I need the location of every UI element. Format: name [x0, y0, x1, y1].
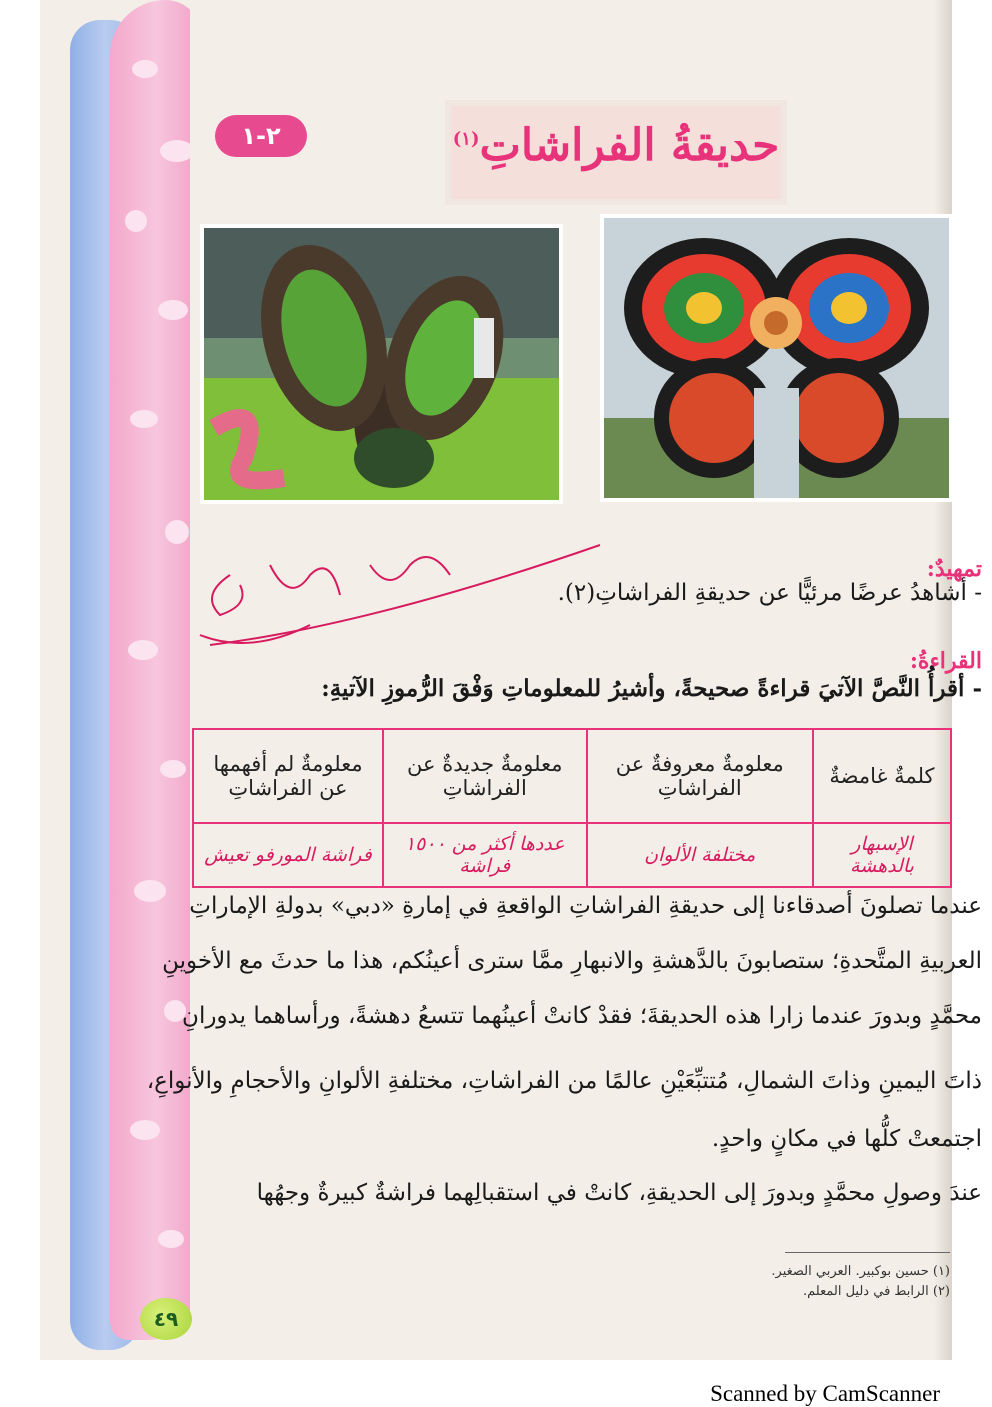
paragraph-line: عندما تصلونَ أصدقاءنا إلى حديقةِ الفراشاتِ الواقعةِ في إمارةِ «دبي» بدولةِ الإماراتِ — [189, 893, 982, 919]
lesson-number-badge: ٢-١ — [215, 115, 307, 157]
table-answer-row — [193, 823, 951, 887]
intro-text: - أشاهدُ عرضًا مرئيًّا عن حديقةِ الفراشاتِ(٢). — [557, 580, 982, 606]
header-not-understood-info: معلومةٌ لم أفهمها عن الفراشاتِ — [193, 729, 383, 823]
header-known-info: معلومةٌ معروفةٌ عن الفراشاتِ — [587, 729, 813, 823]
decorative-side-strip — [40, 0, 190, 1360]
table-header-row — [193, 729, 951, 823]
paragraph-line: عندَ وصولِ محمَّدٍ وبدورَ إلى الحديقةِ، كانتْ في استقبالِهما فراشةٌ كبيرةٌ وجهُها — [256, 1180, 982, 1206]
green-butterfly-photo — [200, 224, 563, 504]
scanner-watermark: Scanned by CamScanner — [710, 1381, 940, 1406]
intro-heading: تمهيدٌ: — [926, 556, 982, 582]
answer-unclear-word: الإسبهار بالدهشة — [813, 823, 951, 887]
footnote: (١) حسين بوكبير. العربي الصغير. — [771, 1264, 950, 1279]
lesson-title-box — [445, 100, 787, 205]
footnotes — [760, 1262, 950, 1302]
colorful-butterfly-photo — [600, 214, 953, 502]
header-new-info: معلومةٌ جديدةٌ عن الفراشاتِ — [383, 729, 587, 823]
handwritten-scribble — [170, 525, 610, 685]
info-symbols-table — [192, 728, 952, 888]
reading-instruction: - أقرأُ النَّصَّ الآتيَ قراءةً صحيحةً، وأشيرُ للمعلوماتِ وَفْقَ الرُّموزِ الآتيةِ: — [321, 675, 982, 702]
paragraph-line: اجتمعتْ كلُّها في مكانٍ واحدٍ. — [711, 1126, 982, 1152]
header-unclear-word: كلمةٌ غامضةٌ — [813, 729, 951, 823]
paragraph-line: العربيةِ المتَّحدةِ؛ ستصابونَ بالدَّهشةِ والانبهارِ ممَّا سترى أعينُكم، هذا ما حدثَ مع الأخوينِ — [162, 948, 982, 974]
footnote-separator — [785, 1252, 950, 1253]
reading-heading: القراءةُ: — [909, 648, 982, 674]
answer-not-understood-info: فراشة المورفو تعيش — [193, 823, 383, 887]
footnote: (٢) الرابط في دليل المعلم. — [803, 1284, 950, 1299]
answer-new-info: عددها أكثر من ١٥٠٠ فراشة — [383, 823, 587, 887]
paragraph-line: محمَّدٍ وبدورَ عندما زارا هذه الحديقةَ؛ فقدْ كانتْ أعينُهما تتسعُ دهشةً، ورأساهما يدورانِ — [182, 1003, 982, 1029]
paragraph-line: ذاتَ اليمينِ وذاتَ الشمالِ، مُتتبِّعَيْنِ عالمًا من الفراشاتِ، مختلفةِ الألوانِ والأحجامِ والأنواعِ، — [146, 1068, 982, 1094]
answer-known-info: مختلفة الألوان — [587, 823, 813, 887]
lesson-title: حديقةُ الفراشاتِ$^{(١)}$ — [452, 120, 780, 171]
page-number: ٤٩ — [140, 1298, 192, 1340]
